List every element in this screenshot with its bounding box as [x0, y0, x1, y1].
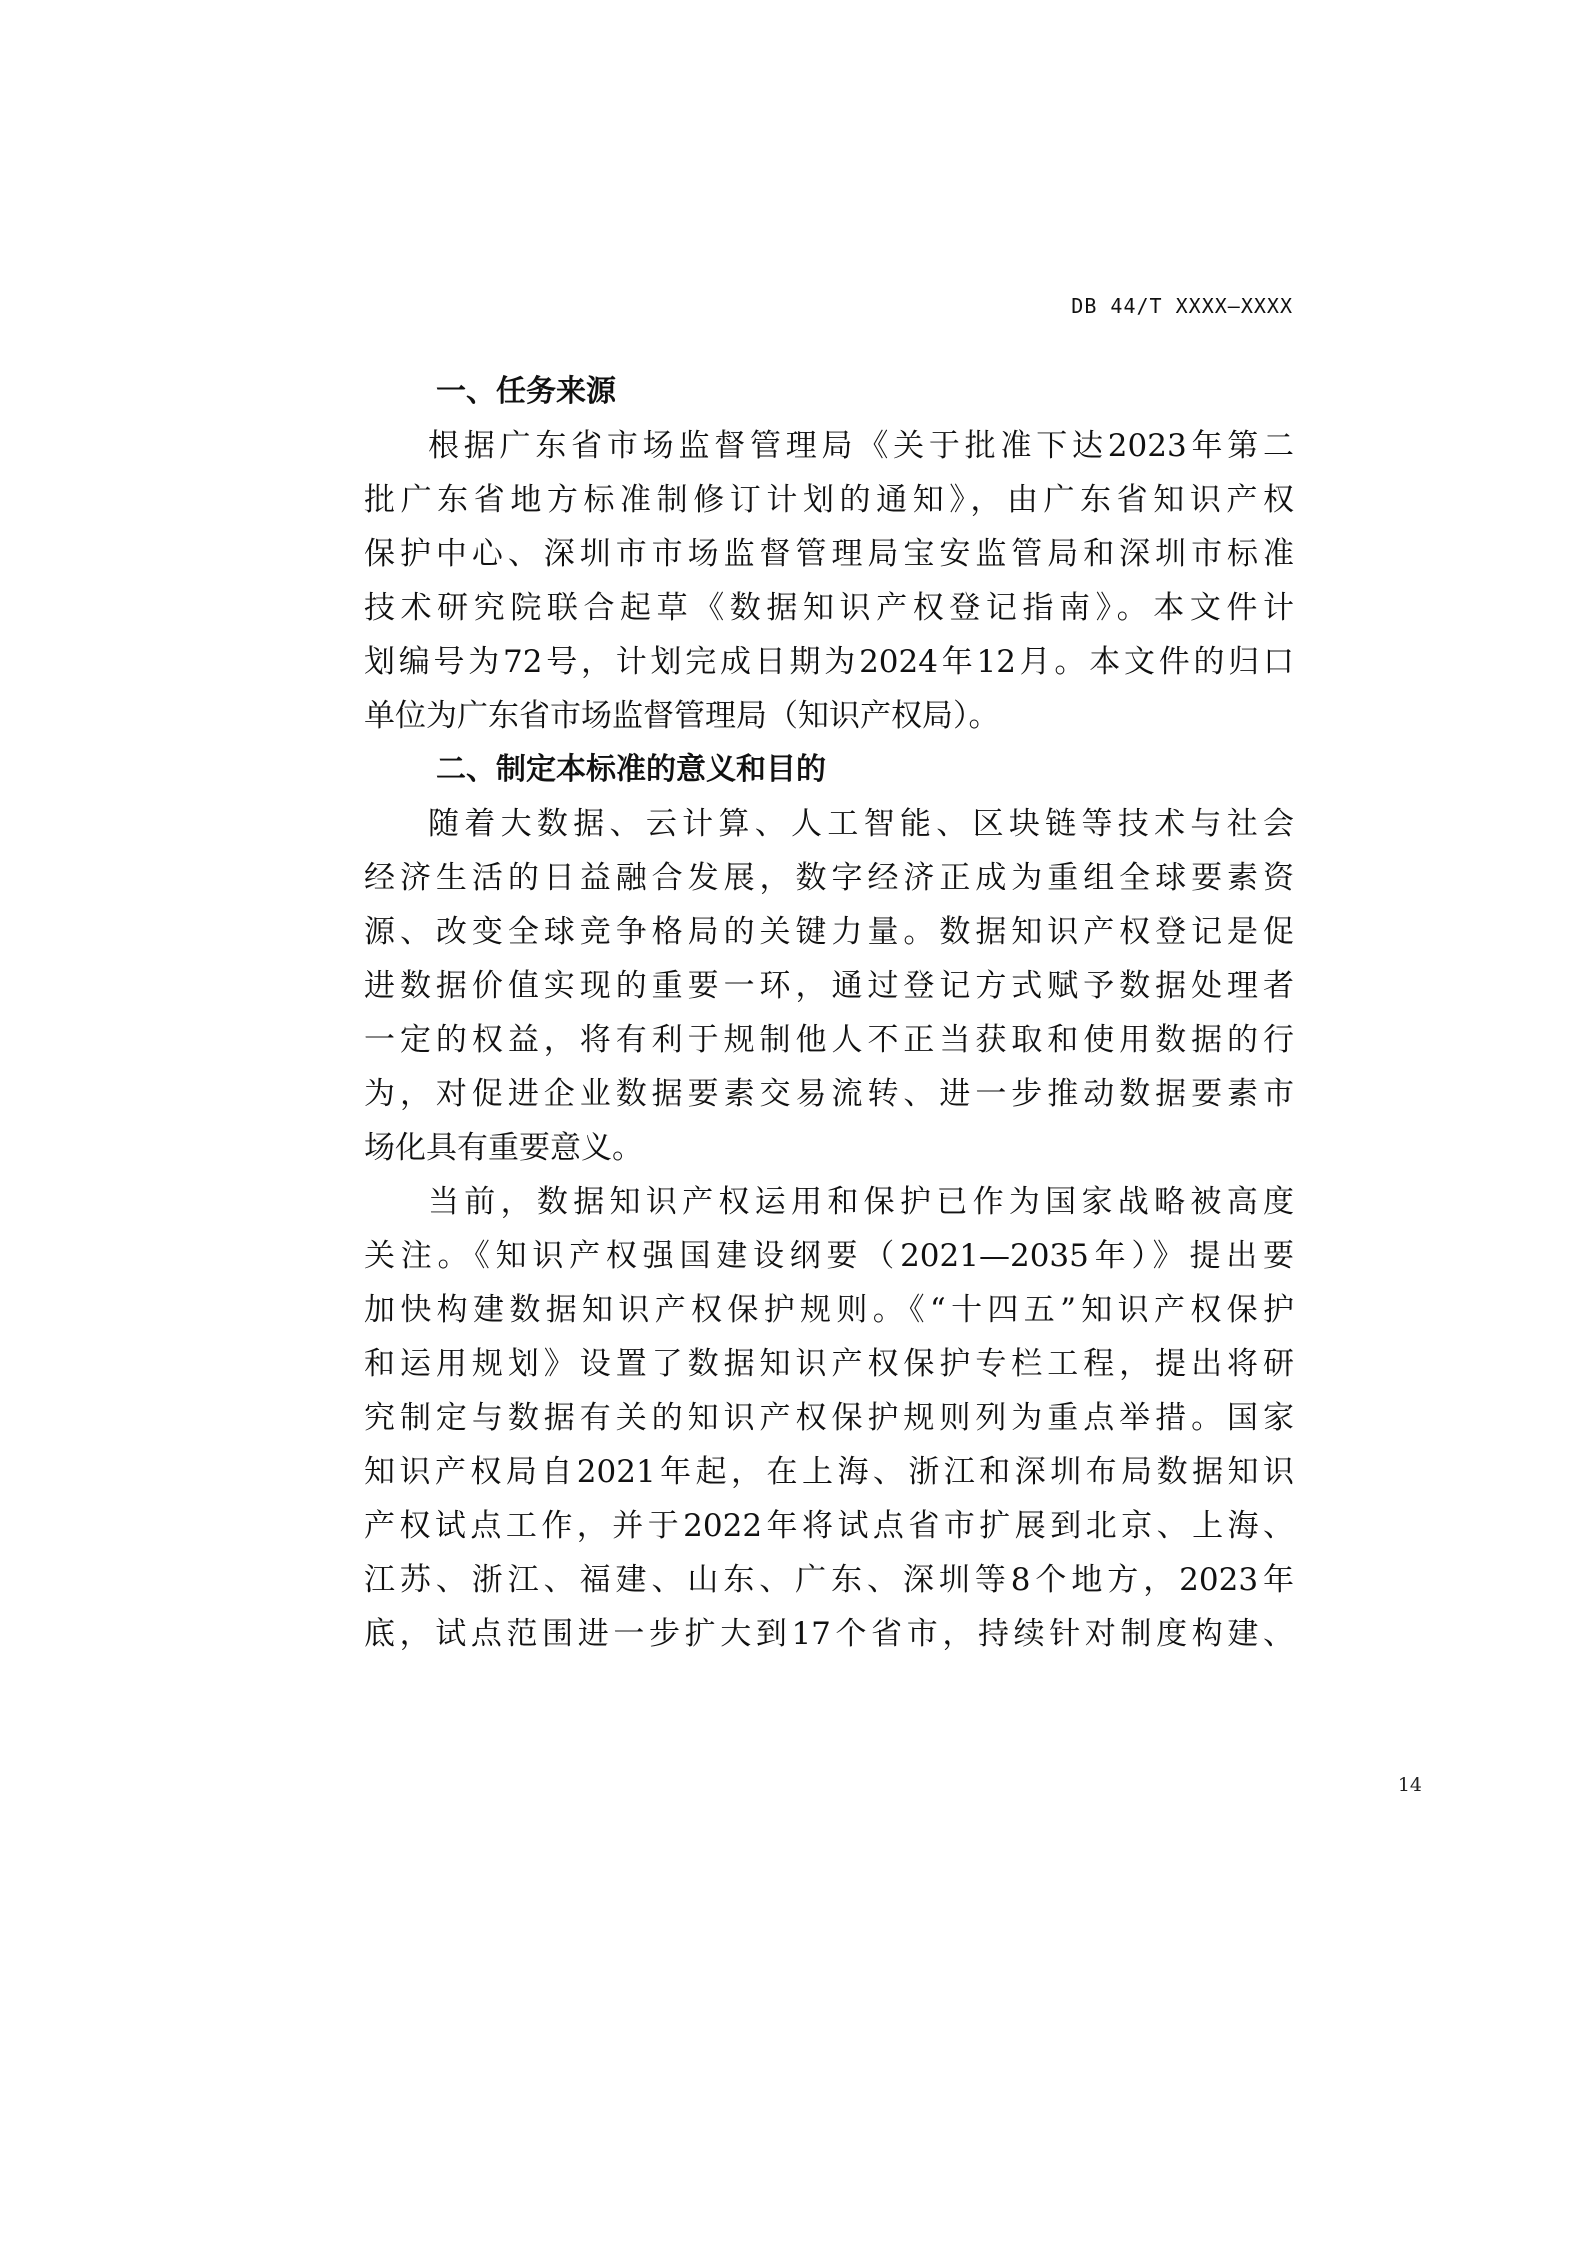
paragraph-line: 江苏、浙江、福建、山东、广东、深圳等8个地方，2023年	[364, 1562, 1294, 1598]
paragraph-line: 当前，数据知识产权运用和保护已作为国家战略被高度	[428, 1184, 1294, 1220]
paragraph-line: 根据广东省市场监督管理局《关于批准下达2023年第二	[428, 428, 1294, 464]
paragraph	[364, 419, 1294, 743]
paragraph-line: 划编号为72号，计划完成日期为2024年12月。本文件的归口	[364, 644, 1294, 680]
paragraph	[364, 1175, 1294, 1661]
paragraph-line: 关注。《知识产权强国建设纲要（2021—2035年）》提出要	[364, 1238, 1294, 1274]
paragraph-line: 和运用规划》设置了数据知识产权保护专栏工程，提出将研	[364, 1346, 1294, 1382]
paragraph-line: 底，试点范围进一步扩大到17个省市，持续针对制度构建、	[364, 1616, 1294, 1652]
paragraph-line: 为，对促进企业数据要素交易流转、进一步推动数据要素市	[364, 1076, 1294, 1112]
paragraph-line: 技术研究院联合起草《数据知识产权登记指南》。本文件计	[364, 590, 1294, 626]
paragraph-line: 场化具有重要意义。	[364, 1130, 643, 1166]
paragraph-line: 源、改变全球竞争格局的关键力量。数据知识产权登记是促	[364, 914, 1294, 950]
section-heading: 二、制定本标准的意义和目的	[436, 752, 826, 787]
paragraph-line: 一定的权益，将有利于规制他人不正当获取和使用数据的行	[364, 1022, 1294, 1058]
paragraph-line: 加快构建数据知识产权保护规则。《“十四五”知识产权保护	[364, 1292, 1294, 1328]
paragraph-line: 进数据价值实现的重要一环，通过登记方式赋予数据处理者	[364, 968, 1294, 1004]
document-code: DB 44/T XXXX—XXXX	[1071, 294, 1293, 318]
page-number: 14	[1397, 1774, 1422, 1796]
paragraph-line: 究制定与数据有关的知识产权保护规则列为重点举措。国家	[364, 1400, 1294, 1436]
paragraph-line: 产权试点工作，并于2022年将试点省市扩展到北京、上海、	[364, 1508, 1294, 1544]
paragraph-line: 随着大数据、云计算、人工智能、区块链等技术与社会	[428, 806, 1294, 842]
document-body	[364, 365, 1294, 1661]
paragraph	[364, 797, 1294, 1175]
paragraph-line: 经济生活的日益融合发展，数字经济正成为重组全球要素资	[364, 860, 1294, 896]
paragraph-line: 知识产权局自2021年起，在上海、浙江和深圳布局数据知识	[364, 1454, 1294, 1490]
paragraph-line: 批广东省地方标准制修订计划的通知》，由广东省知识产权	[364, 482, 1294, 518]
paragraph-line: 保护中心、深圳市市场监督管理局宝安监管局和深圳市标准	[364, 536, 1294, 572]
paragraph-line: 单位为广东省市场监督管理局（知识产权局）。	[364, 698, 1000, 734]
section-heading: 一、任务来源	[436, 374, 616, 409]
